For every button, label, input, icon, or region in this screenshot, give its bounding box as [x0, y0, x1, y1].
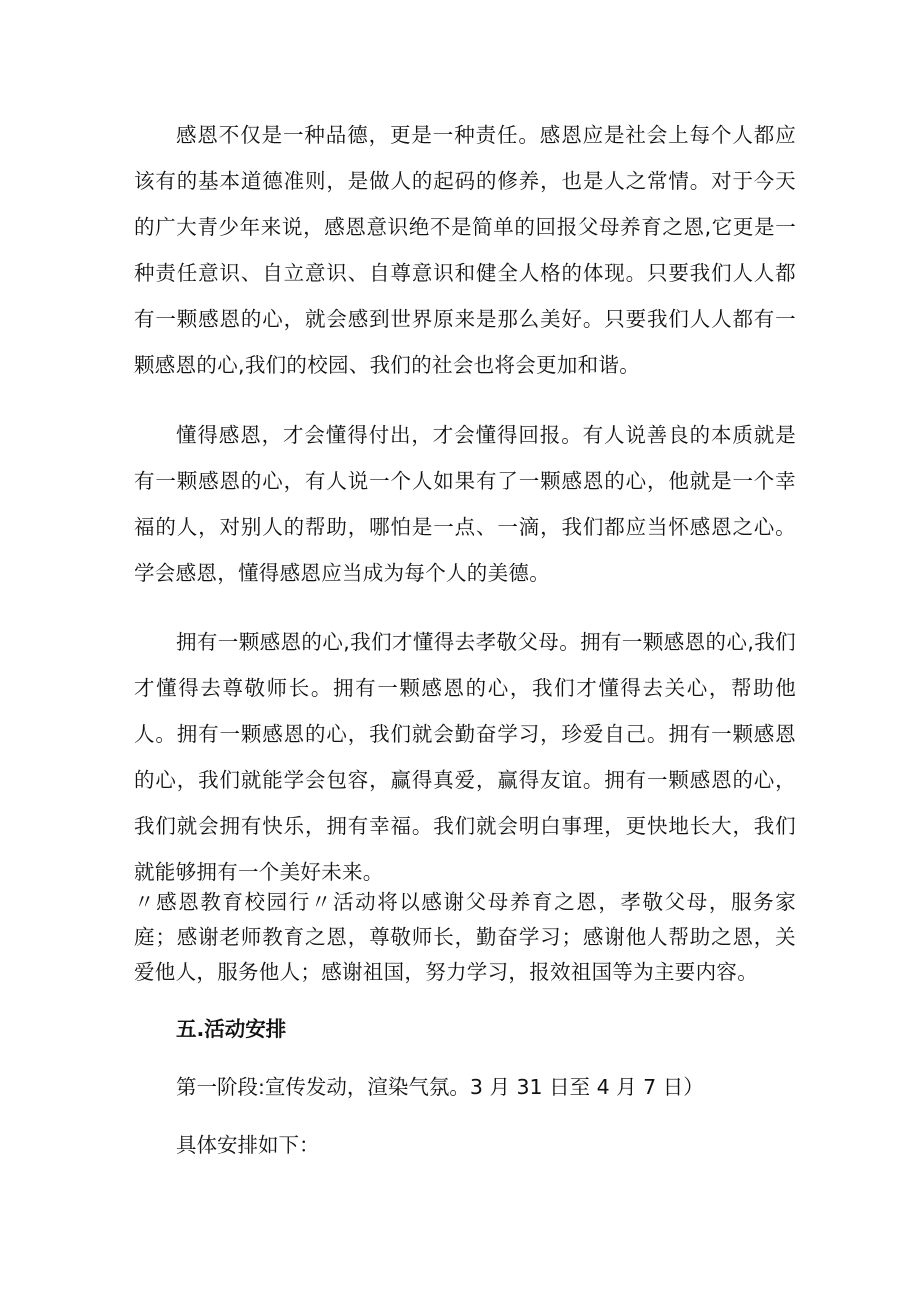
- paragraph-understanding-gratitude: 懂得感恩，才会懂得付出，才会懂得回报。有人说善良的本质就是有一颗感恩的心，有人说一个人如果有了一颗感恩的心，他就是一个幸福的人，对别人的帮助，哪怕是一点、一滴，我们都应当怀感恩之心。学会感恩，懂得感恩应当成为每个人的美德。: [134, 423, 796, 585]
- paragraph-campus-activity: 〃感恩教育校园行〃活动将以感谢父母养育之恩，孝敬父母，服务家庭；感谢老师教育之恩，尊敬师长，勤奋学习；感谢他人帮助之恩，关爱他人，服务他人；感谢祖国，努力学习，报效祖国等为主要内容。: [134, 890, 796, 984]
- paragraph-grateful-heart: 拥有一颗感恩的心,我们才懂得去孝敬父母。拥有一颗感恩的心,我们才懂得去尊敬师长。拥有一颗感恩的心，我们才懂得去关心，帮助他人。拥有一颗感恩的心，我们就会勤奋学习，珍爱自己。拥有一颗感恩的心，我们就能学会包容，赢得真爱，赢得友谊。拥有一颗感恩的心，我们就会拥有快乐，拥有幸福。我们就会明白事理，更快地长大，我们就能够拥有一个美好未来。: [134, 630, 796, 884]
- section-heading: 五.活动安排: [176, 1017, 287, 1041]
- arrangement-line: 具体安排如下：: [176, 1133, 320, 1157]
- phase-one-line: 第一阶段:宣传发动，渲染气氛。3 月 31 日至 4 月 7 日）: [176, 1075, 704, 1099]
- paragraph-gratitude-responsibility: 感恩不仅是一种品德，更是一种责任。感恩应是社会上每个人都应该有的基本道德准则，是做人的起码的修养，也是人之常情。对于今天的广大青少年来说，感恩意识绝不是简单的回报父母养育之恩,它更是一种责任意识、自立意识、自尊意识和健全人格的体现。只要我们人人都有一颗感恩的心，就会感到世界原来是那么美好。只要我们人人都有一颗感恩的心,我们的校园、我们的社会也将会更加和谐。: [134, 123, 796, 377]
